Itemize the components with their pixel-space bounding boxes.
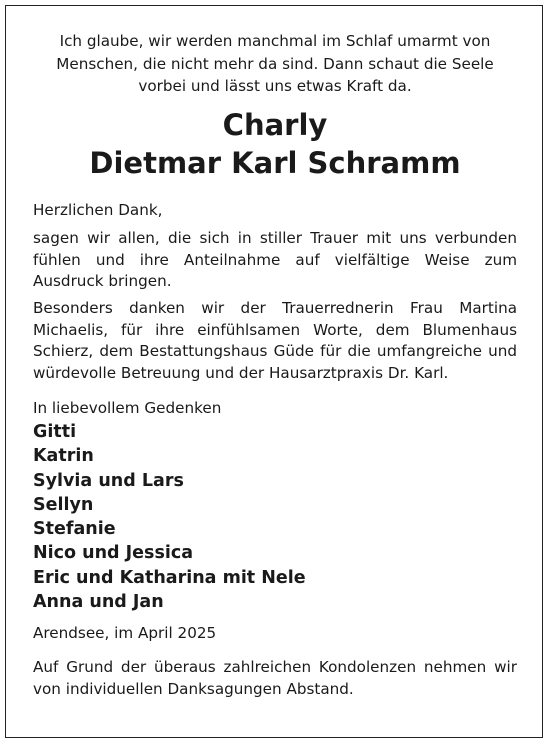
mourner-name: Sylvia und Lars (33, 470, 184, 491)
greeting: Herzlichen Dank, (33, 201, 163, 219)
mourner-name: Gitti (33, 422, 77, 442)
quote-line-3: vorbei und lässt uns etwas Kraft da. (138, 77, 412, 95)
memory-intro: In liebevollem Gedenken (33, 399, 222, 417)
opening-quote (0, 30, 550, 98)
quote-line-2: Menschen, die nicht mehr da sind. Dann schaut die Seele (56, 54, 494, 73)
mourner-name: Nico und Jessica (33, 543, 194, 564)
mourner-name: Katrin (33, 446, 94, 467)
special-thanks-paragraph: Besonders danken wir der Trauerrednerin Frau Martina Michaelis, für ihre einfühlsamen Worte, dem Blumenhaus Schierz, dem Bestattungshaus Güde für die umfangreiche und würdevolle Betreuung und der Hausarztpraxis Dr. Karl. (33, 299, 517, 382)
mourner-name: Sellyn (33, 494, 94, 515)
mourners-list (33, 420, 306, 614)
place-date: Arendsee, im April 2025 (33, 624, 217, 642)
mourner-name: Eric und Katharina mit Nele (33, 567, 306, 588)
mourner-name: Stefanie (33, 519, 116, 540)
deceased-full-name: Dietmar Karl Schramm (89, 146, 461, 180)
deceased-name (0, 106, 550, 182)
thanks-paragraph: sagen wir allen, die sich in stiller Trauer mit uns verbunden fühlen und ihre Anteilnahme auf vielfältige Weise zum Ausdruck bringen. (33, 229, 517, 290)
mourner-name: Anna und Jan (33, 592, 164, 613)
closing-note: Auf Grund der überaus zahlreichen Kondolenzen nehmen wir von individuellen Danksagungen Abstand. (33, 658, 517, 698)
quote-line-1: Ich glaube, wir werden manchmal im Schlaf umarmt von (59, 32, 491, 50)
deceased-nickname: Charly (222, 108, 328, 142)
